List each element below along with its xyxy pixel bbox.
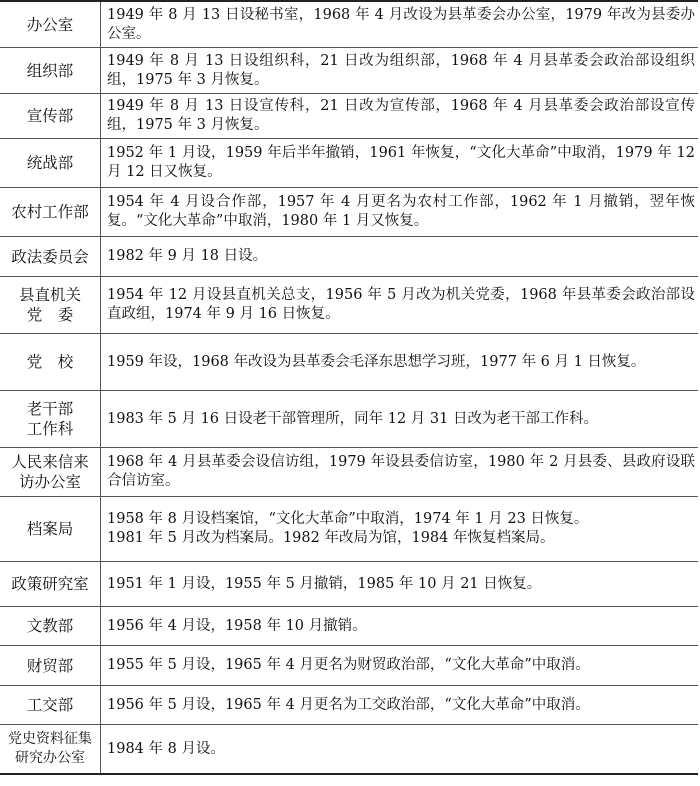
table-row [0, 607, 698, 646]
org-name-line: 研究办公室 [15, 750, 85, 766]
org-name-line: 工作科 [26, 420, 74, 438]
table-row [0, 448, 698, 497]
table-row [0, 277, 698, 334]
org-history: 1968 年 4 月县革委会设信访组，1979 年设县委信访室，1980 年 2 月县委、县政府设联合信访室。 [101, 448, 699, 497]
table-row [0, 139, 698, 188]
org-name-line: 党 委 [26, 306, 74, 324]
table-row [0, 391, 698, 448]
org-history: 1983 年 5 月 16 日设老干部管理所，同年 12 月 31 日改为老干部工作科。 [101, 391, 699, 448]
org-name: 政法委员会 [0, 237, 101, 277]
org-name: 政策研究室 [0, 562, 101, 607]
org-name: 党 校 [0, 334, 101, 391]
table-row [0, 1, 698, 48]
table-row [0, 646, 698, 686]
table-row [0, 48, 698, 94]
org-name [0, 391, 101, 448]
org-name: 宣传部 [0, 94, 101, 139]
table-row [0, 188, 698, 237]
org-history: 1951 年 1 月设，1955 年 5 月撤销，1985 年 10 月 21 日恢复。 [101, 562, 699, 607]
table-row [0, 94, 698, 139]
org-history: 1955 年 5 月设，1965 年 4 月更名为财贸政治部，“文化大革命”中取消。 [101, 646, 699, 686]
org-name [0, 277, 101, 334]
org-history: 1982 年 9 月 18 日设。 [101, 237, 699, 277]
org-name-line: 老干部 [26, 400, 74, 418]
org-name: 文教部 [0, 607, 101, 646]
org-name: 档案局 [0, 497, 101, 562]
org-name: 农村工作部 [0, 188, 101, 237]
org-name: 组织部 [0, 48, 101, 94]
org-name [0, 448, 101, 497]
org-name-line: 县直机关 [18, 286, 81, 304]
org-history: 1984 年 8 月设。 [101, 725, 699, 775]
org-name: 工交部 [0, 686, 101, 725]
table-row [0, 497, 698, 562]
org-name: 统战部 [0, 139, 101, 188]
org-history-line: 1958 年 8 月设档案馆，“文化大革命”中取消，1974 年 1 月 23 日恢复。 [107, 511, 589, 527]
org-name-line: 党史资料征集 [8, 731, 92, 747]
org-history-line: 1981 年 5 月改为档案局。1982 年改局为馆，1984 年恢复档案局。 [107, 530, 555, 546]
org-history: 1949 年 8 月 13 日设宣传科，21 日改为宣传部，1968 年 4 月县革委会政治部设宣传组，1975 年 3 月恢复。 [101, 94, 699, 139]
org-history: 1956 年 5 月设，1965 年 4 月更名为工交政治部，“文化大革命”中取消。 [101, 686, 699, 725]
org-name-line: 人民来信来 [11, 453, 89, 471]
org-history: 1949 年 8 月 13 日设秘书室，1968 年 4 月改设为县革委会办公室，1979 年改为县委办公室。 [101, 1, 699, 48]
org-name [0, 725, 101, 775]
table-row [0, 334, 698, 391]
org-name-line: 访办公室 [18, 473, 81, 491]
table-row [0, 686, 698, 725]
org-name: 办公室 [0, 1, 101, 48]
org-history: 1949 年 8 月 13 日设组织科，21 日改为组织部，1968 年 4 月县革委会政治部设组织组，1975 年 3 月恢复。 [101, 48, 699, 94]
table-row [0, 725, 698, 775]
org-history: 1954 年 4 月设合作部，1957 年 4 月更名为农村工作部，1962 年 1 月撤销，翌年恢复。“文化大革命”中取消，1980 年 1 月又恢复。 [101, 188, 699, 237]
org-history: 1954 年 12 月设县直机关总支，1956 年 5 月改为机关党委，1968 年县革委会政治部设直政组，1974 年 9 月 16 日恢复。 [101, 277, 699, 334]
org-history [101, 497, 699, 562]
table-row [0, 237, 698, 277]
org-history: 1959 年设，1968 年改设为县革委会毛泽东思想学习班，1977 年 6 月 1 日恢复。 [101, 334, 699, 391]
table-row [0, 562, 698, 607]
org-name: 财贸部 [0, 646, 101, 686]
org-history: 1956 年 4 月设，1958 年 10 月撤销。 [101, 607, 699, 646]
org-history: 1952 年 1 月设，1959 年后半年撤销，1961 年恢复，“文化大革命”中取消，1979 年 12 月 12 日又恢复。 [101, 139, 699, 188]
